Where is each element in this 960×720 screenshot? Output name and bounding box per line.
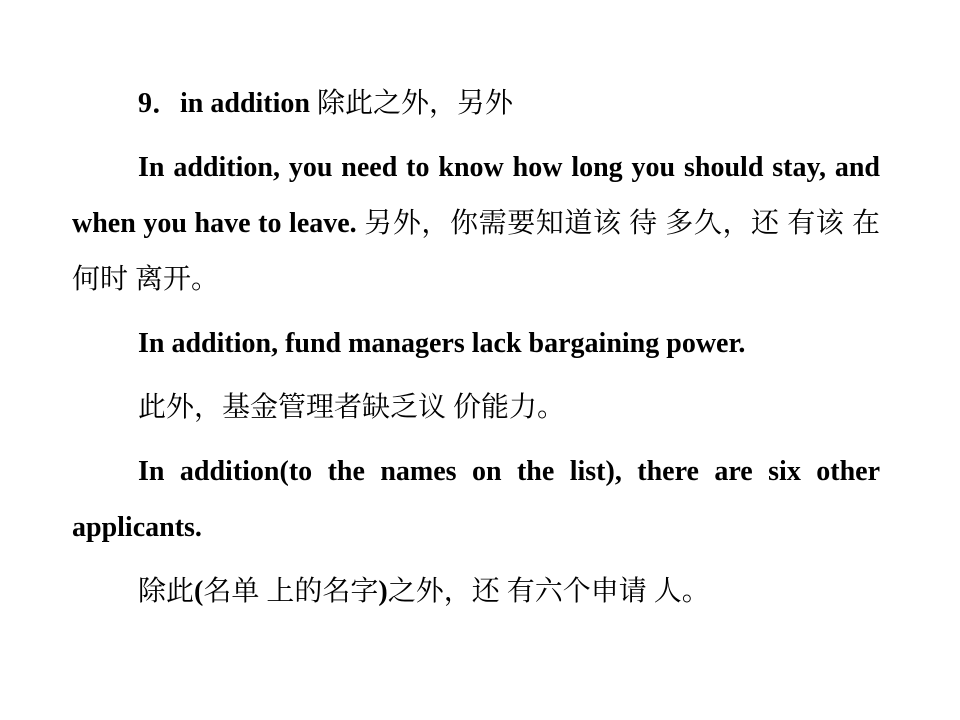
example-3-chinese-prefix: 除此	[138, 576, 195, 607]
vocab-meaning: 除此之外，另外	[309, 88, 513, 119]
example-3-chinese-inner: 名单 上的名字	[203, 576, 379, 607]
example-3-english	[72, 444, 880, 556]
vocab-heading	[72, 76, 880, 132]
slide-content	[72, 76, 880, 620]
example-2-chinese-text: 此外，基金管理者缺乏议 价能力。	[138, 392, 566, 423]
example-1-english: In addition, you need to know how long you should stay, and when you have to leave.	[72, 152, 880, 239]
example-2-english-text: In addition, fund managers lack bargaining power.	[138, 328, 746, 359]
example-2-english	[72, 316, 880, 372]
example-3-paren-close: )	[378, 576, 388, 607]
example-1-chinese: 另外，你需要知道该 待 多久，还 有该 在何时 离开。	[72, 208, 880, 295]
vocab-phrase: in addition	[180, 88, 310, 119]
example-3-english-text: In addition(to the names on the list), there are six other applicants.	[72, 456, 880, 543]
example-3-chinese-suffix: 之外，还 有六个申请 人。	[387, 576, 710, 607]
example-3-chinese	[72, 564, 880, 620]
example-2-chinese	[72, 380, 880, 436]
example-3-paren-open: (	[194, 576, 204, 607]
item-number: 9．	[138, 88, 181, 119]
example-1	[72, 140, 880, 308]
